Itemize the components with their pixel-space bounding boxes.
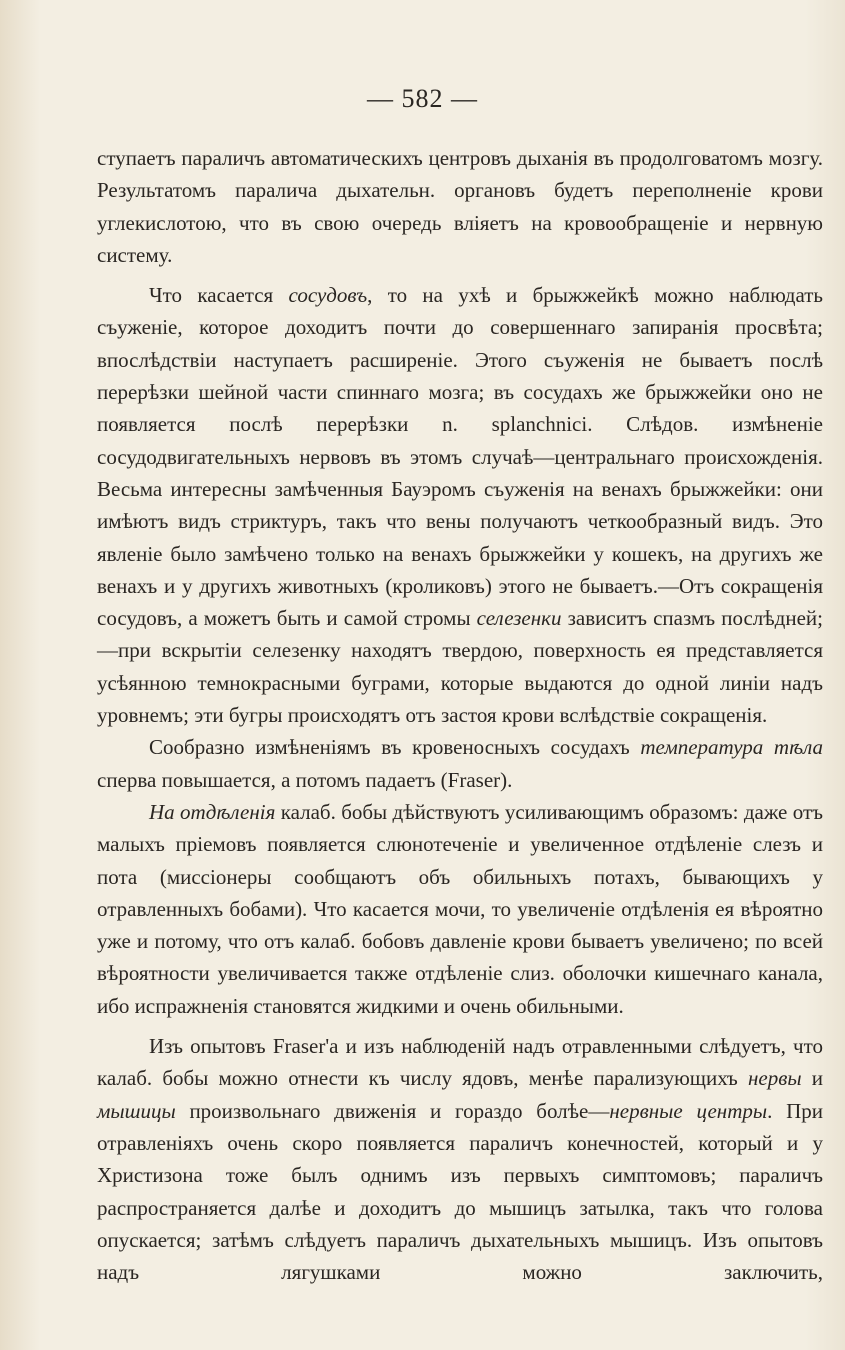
text-run: произвольнаго движенія и гораздо болѣе— xyxy=(175,1098,610,1123)
italic-term: мышицы xyxy=(97,1098,176,1123)
text-run: Сообразно измѣненіямъ въ кровеносныхъ сосудахъ xyxy=(149,735,641,760)
body-text xyxy=(97,142,823,1288)
italic-term: нервы xyxy=(747,1066,802,1091)
italic-term: На отдѣленія xyxy=(149,799,276,824)
paragraph-2 xyxy=(97,279,823,731)
italic-term: сосудовъ xyxy=(288,283,368,308)
text-run: зависитъ спазмъ послѣдней;—при вскрытіи селезенку находятъ твердою, поверхность ея представляется усѣянною темнокрасными буграми, которые выдаются до одной линіи надъ уровнемъ; эти бугры происходятъ отъ застоя крови вслѣдствіе сокращенія. xyxy=(97,606,823,728)
text-run: калаб. бобы дѣйствуютъ усиливающимъ образомъ: даже отъ малыхъ пріемовъ появляется слюнотеченіе и увеличенное отдѣленіе слезъ и пота (миссіонеры сообщаютъ объ обильныхъ потахъ, бывающихъ у отравленныхъ бобами). Что касается мочи, то увеличеніе отдѣленія ея вѣроятно уже и потому, что отъ калаб. бобовъ давленіе крови бываетъ увеличено; по всей вѣроятности увеличивается также отдѣленіе слиз. оболочки кишечнаго канала, ибо испражненія становятся жидкими и очень обильными. xyxy=(97,799,823,1018)
page-number: — 582 — xyxy=(367,84,478,113)
italic-term: селезенки xyxy=(476,606,562,631)
text-run: Что касается xyxy=(149,283,289,308)
paragraph-1 xyxy=(97,142,823,271)
paragraph-4 xyxy=(97,796,823,1022)
text-run: , то на ухѣ и брыжжейкѣ можно наблюдать съуженіе, которое доходитъ почти до совершеннаго запиранія просвѣта; впослѣдствіи наступаетъ расширеніе. Этого съуженія не бываетъ послѣ перерѣзки шейной части спиннаго мозга; въ сосудахъ же брыжжейки оно не появляется послѣ перерѣзки n. splanchnici. Слѣдов. измѣненіе сосудодвигательныхъ нервовъ въ этомъ случаѣ—центральнаго происхожденія. Весьма интересны замѣченныя Бауэромъ съуженія на венахъ брыжжейки: они имѣютъ видъ стриктуръ, такъ что вены получаютъ четкообразный видъ. Это явленіе было замѣчено только на венахъ брыжжейки у кошекъ, на другихъ же венахъ и у другихъ животныхъ (кроликовъ) этого не бываетъ.—Отъ сокращенія сосудовъ, а можетъ быть и самой стромы xyxy=(97,283,823,631)
text-run: и xyxy=(801,1066,823,1091)
italic-term: нервные центры xyxy=(609,1098,768,1123)
text-run: . При отравленіяхъ очень скоро появляется параличъ конечностей, который и у Христизона тоже былъ однимъ изъ первыхъ симптомовъ; параличъ распространяется далѣе и доходитъ до мышицъ затылка, такъ что голова опускается; затѣмъ слѣдуетъ параличъ дыхательныхъ мышицъ. Изъ опытовъ надъ лягушками можно заключить, xyxy=(97,1098,824,1285)
italic-term: температура тѣла xyxy=(640,735,823,760)
paragraph-5 xyxy=(97,1030,823,1288)
text-run: сперва повышается, а потомъ падаетъ (Fraser). xyxy=(97,767,513,792)
text-run: ступаетъ параличъ автоматическихъ центровъ дыханія въ продолговатомъ мозгу. Результатомъ паралича дыхательн. органовъ будетъ переполненіе крови углекислотою, что въ свою очередь вліяетъ на кровообращеніе и нервную систему. xyxy=(97,146,823,267)
text-run: Изъ опытовъ Fraser'а и изъ наблюденій надъ отравленными слѣдуетъ, что калаб. бобы можно отнести къ числу ядовъ, менѣе парализующихъ xyxy=(97,1034,823,1091)
paragraph-3 xyxy=(97,731,823,796)
